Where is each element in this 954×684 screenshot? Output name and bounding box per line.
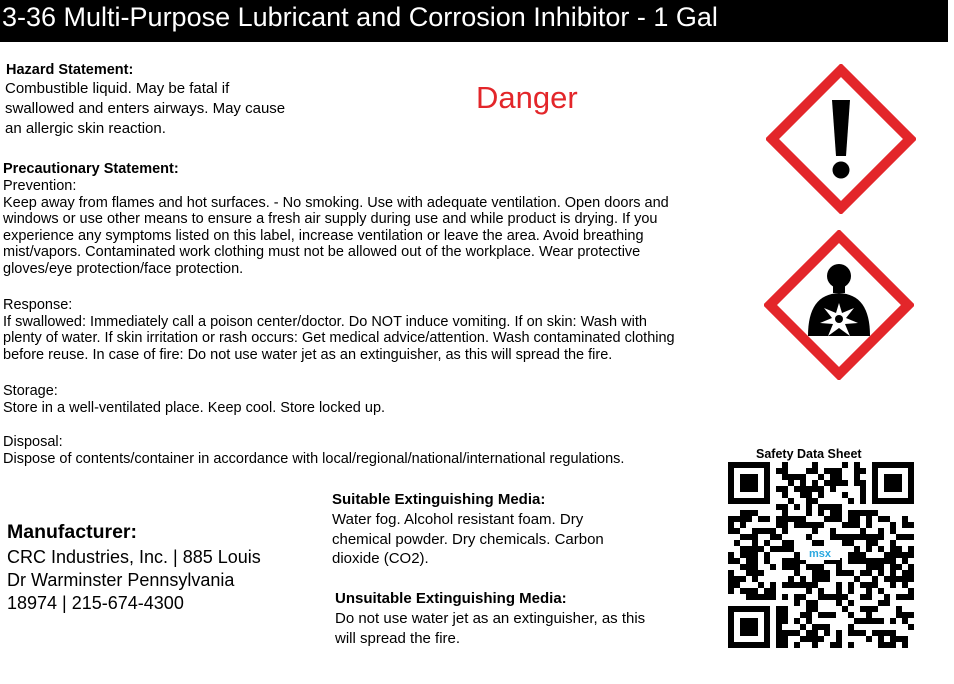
response-line: If swallowed: Immediately call a poison center/doctor. Do NOT induce vomiting. If on skin: Wash with <box>3 313 647 330</box>
prevention-line: Keep away from flames and hot surfaces. - No smoking. Use with adequate ventilation. Open doors and <box>3 194 669 211</box>
precautionary-heading: Precautionary Statement: <box>3 161 179 177</box>
disposal-label: Disposal: <box>3 434 63 450</box>
manufacturer-line: 18974 | 215-674-4300 <box>7 593 184 613</box>
qr-finder-top-right <box>872 462 914 504</box>
prevention-line: experience any symptoms listed on this label, increase ventilation or leave the area. Avoid breathing <box>3 227 644 244</box>
qr-finder-top-left <box>728 462 770 504</box>
hazard-heading: Hazard Statement: <box>6 62 134 78</box>
health-hazard-pictogram <box>764 230 914 380</box>
unsuitable-media-heading: Unsuitable Extinguishing Media: <box>335 590 567 607</box>
exclamation-dot-icon <box>833 162 850 179</box>
sds-qr-code[interactable] <box>728 462 914 648</box>
prevention-line: mist/vapors. Contaminated work clothing must not be allowed out of the workplace. Wear protective <box>3 244 641 260</box>
prevention-label: Prevention: <box>3 178 77 194</box>
exclamation-mark-pictogram <box>766 64 916 214</box>
manufacturer-line: Dr Warminster Pennsylvania <box>7 570 235 590</box>
unsuitable-media-line: Do not use water jet as an extinguisher, as this <box>335 610 646 627</box>
manufacturer-address <box>7 546 261 615</box>
storage-label: Storage: <box>3 383 58 399</box>
manufacturer-line: CRC Industries, Inc. | 885 Louis <box>7 547 261 567</box>
title-bar <box>0 0 948 42</box>
hazard-line: swallowed and enters airways. May cause <box>5 100 286 117</box>
suitable-media-text <box>332 510 604 569</box>
suitable-media-line: chemical powder. Dry chemicals. Carbon <box>332 530 604 548</box>
unsuitable-media-line: will spread the fire. <box>335 629 461 647</box>
signal-word: Danger <box>476 80 578 115</box>
disposal-line: Dispose of contents/container in accordance with local/regional/national/international regulations. <box>3 450 625 467</box>
prevention-line: gloves/eye protection/face protection. <box>3 260 244 277</box>
unsuitable-media-text <box>335 609 645 648</box>
prevention-line: windows or use other means to ensure a fresh air supply during use and while product is drying. If you <box>3 211 658 227</box>
manufacturer-heading: Manufacturer: <box>7 521 138 543</box>
hazard-text <box>5 79 285 139</box>
hazard-line: Combustible liquid. May be fatal if <box>5 80 230 97</box>
sds-label: Safety Data Sheet <box>756 447 862 461</box>
response-line: plenty of water. If skin irritation or rash occurs: Get medical advice/attention. Wash contaminated clothing <box>3 330 675 346</box>
response-section <box>3 297 743 363</box>
storage-section <box>3 383 743 416</box>
storage-line: Store in a well-ventilated place. Keep cool. Store locked up. <box>3 399 386 416</box>
suitable-media-heading: Suitable Extinguishing Media: <box>332 491 546 508</box>
prevention-section <box>3 178 743 277</box>
disposal-section <box>3 434 743 467</box>
qr-logo-text: msx <box>808 548 832 560</box>
response-line: before reuse. In case of fire: Do not use water jet as an extinguisher, as this will spread the fire. <box>3 346 613 363</box>
hazard-line: an allergic skin reaction. <box>5 120 166 137</box>
suitable-media-line: Water fog. Alcohol resistant foam. Dry <box>332 511 584 528</box>
response-label: Response: <box>3 297 73 313</box>
suitable-media-line: dioxide (CO2). <box>332 550 429 567</box>
qr-finder-bottom-left <box>728 606 770 648</box>
product-title: 3-36 Multi-Purpose Lubricant and Corrosion Inhibitor - 1 Gal <box>2 2 718 32</box>
